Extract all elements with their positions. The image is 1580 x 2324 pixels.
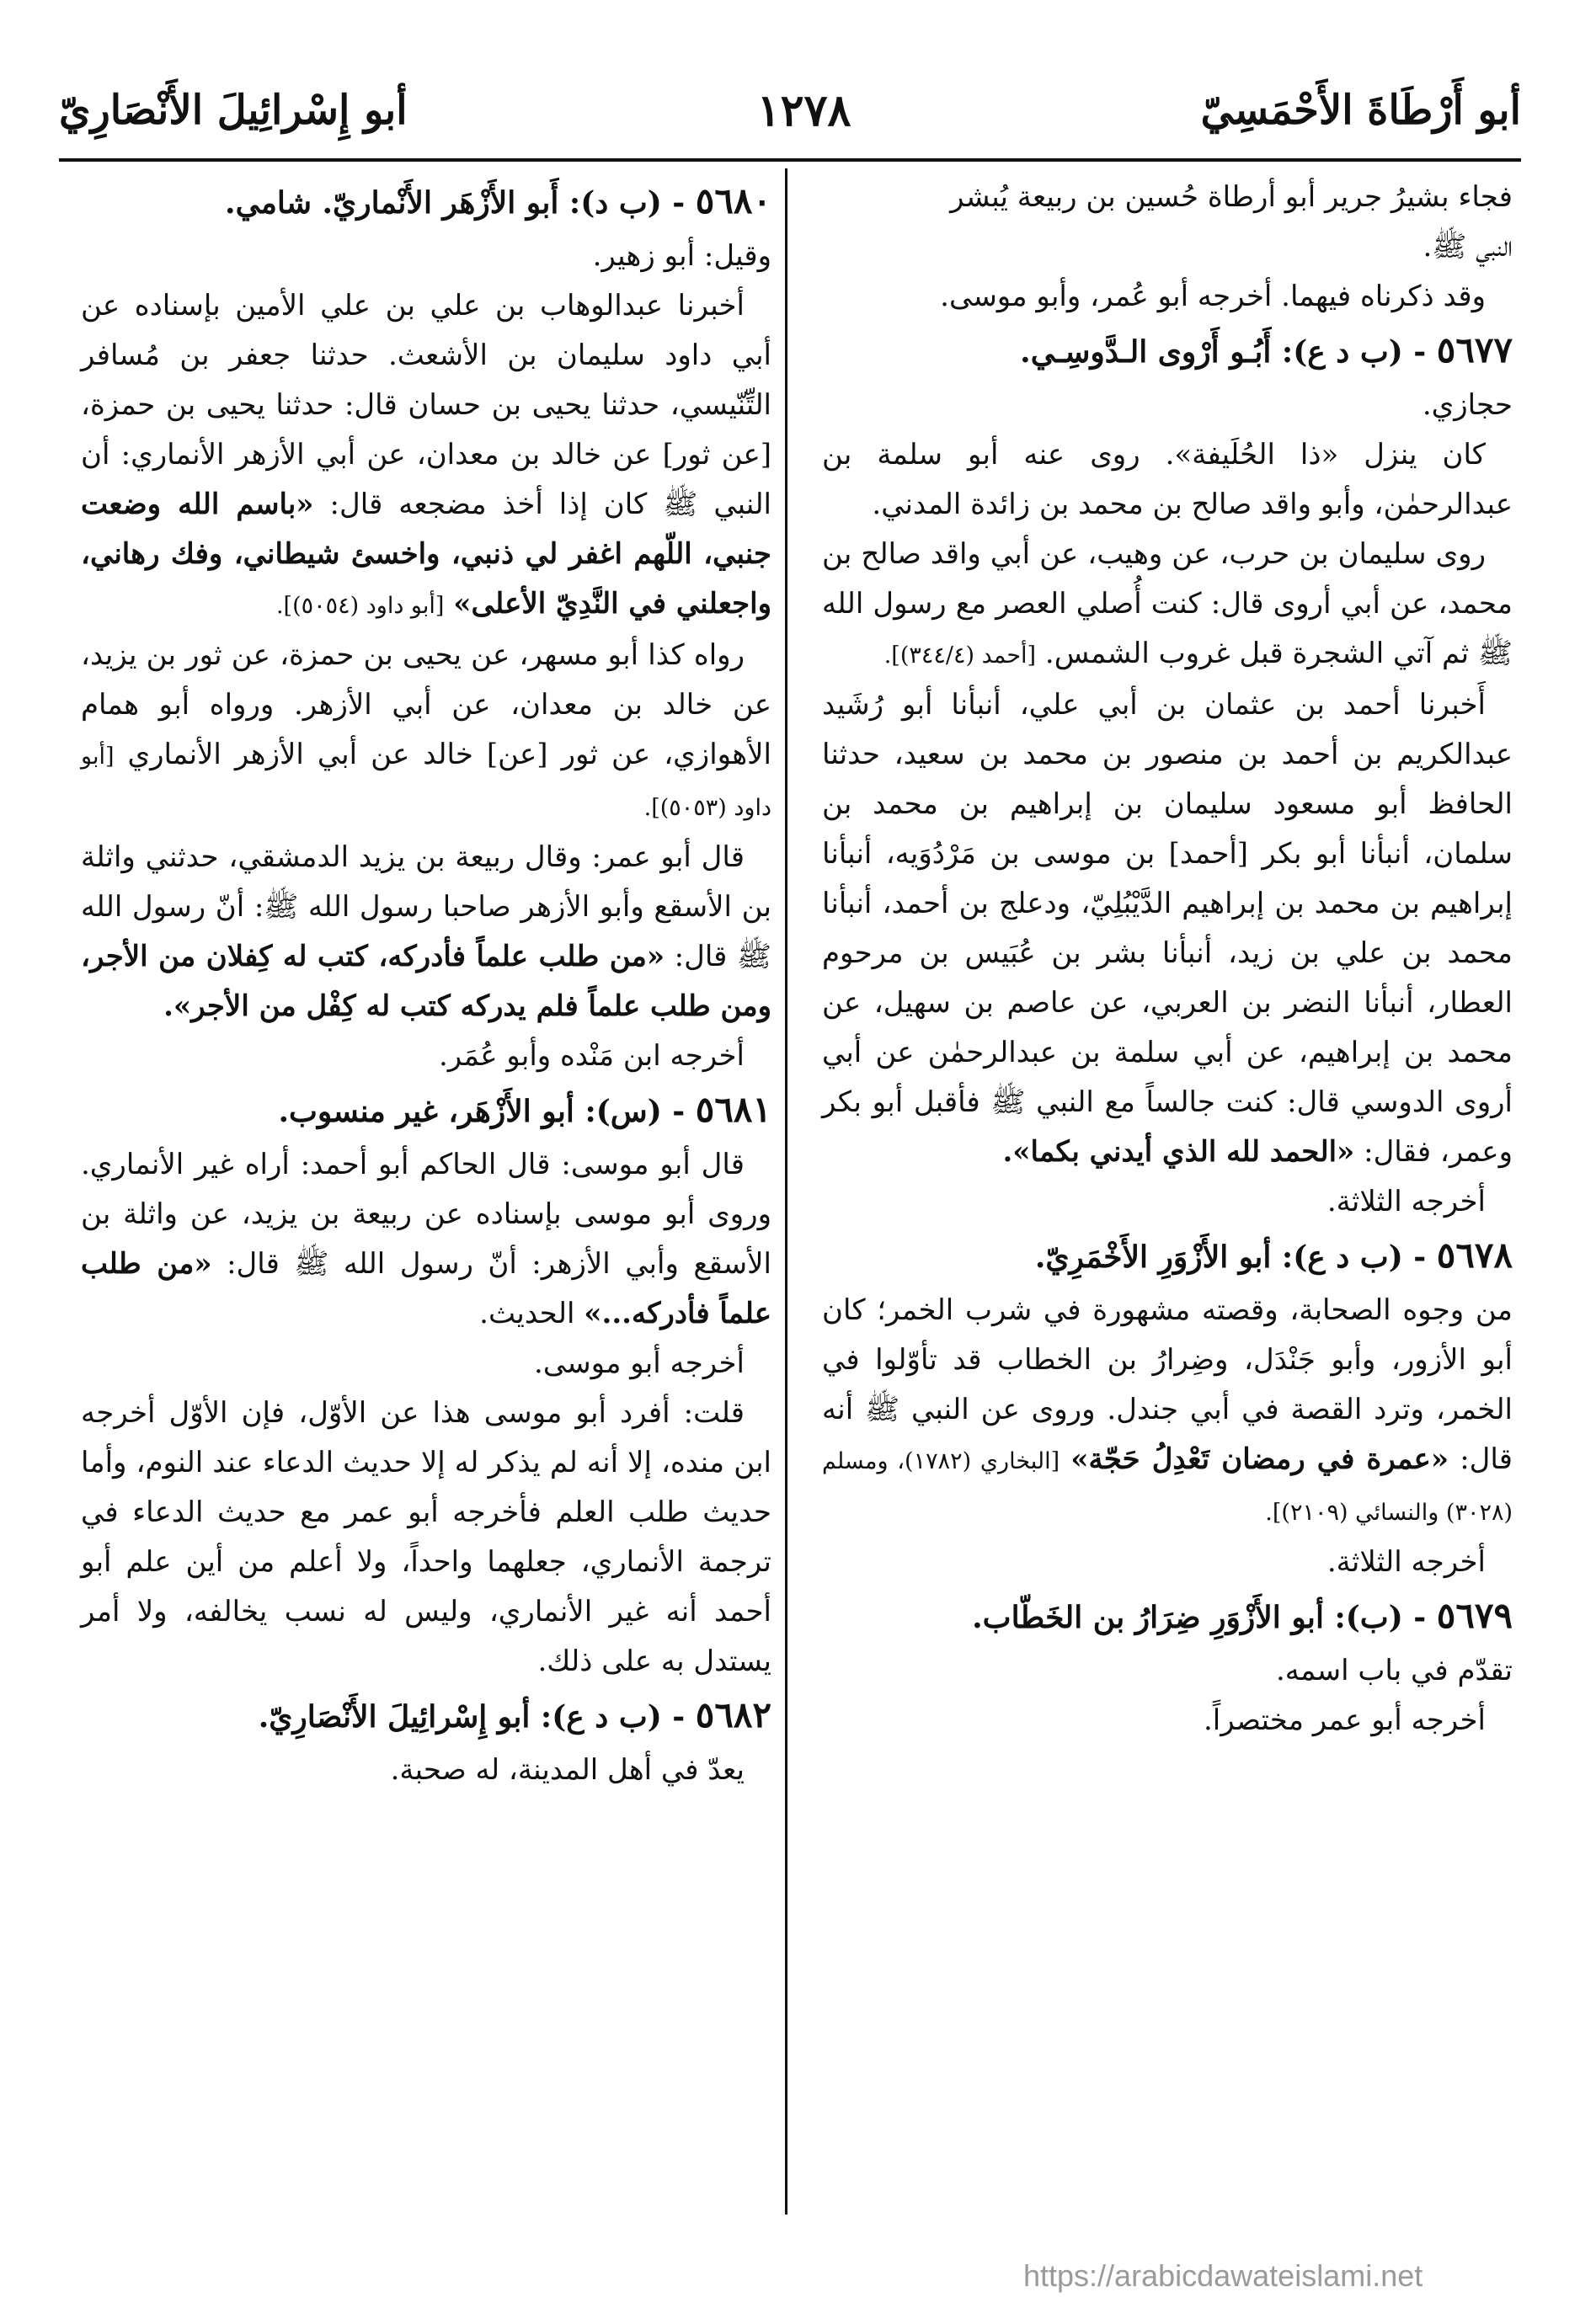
entry-text: حجازي. <box>1422 388 1513 422</box>
text-line: وقد ذكرناه فيهما. أخرجه أبو عُمر، وأبو موسى. <box>940 280 1486 313</box>
entry-text: يعدّ في أهل المدينة، له صحبة. <box>390 1753 745 1787</box>
left-column <box>81 173 771 1795</box>
entry-text: وقيل: أبو زهير. <box>592 239 771 273</box>
entry-heading-5678 <box>822 1230 1513 1282</box>
entry-text <box>822 680 1513 1177</box>
page-header <box>59 72 1521 148</box>
entry-text <box>81 1140 771 1339</box>
entry-text: كان ينزل «ذا الحُلَيفة». روى عنه أبو سلمة بن عبدالرحمٰن، وأبو واقد صالح بن محمد بن زائدة المدني. <box>822 438 1513 521</box>
entry-text: أخرجه الثلاثة. <box>1326 1185 1486 1218</box>
narration: قال أبو عمر: وقال ربيعة بن يزيد الدمشقي، حدثني واثلة بن الأسقع وأبو الأزهر صاحبا رسول الله ﷺ: أنّ رسول الله ﷺ قال: <box>81 840 771 973</box>
isnad: أَخبرنا أحمد بن عثمان بن أبي علي، أنبأنا أبو رُشَيد عبدالكريم بن أحمد بن منصور بن محمد بن سعيد، حدثنا الحافظ أبو مسعود سليمان بن إبراهيم بن محمد بن سلمان، أنبأنا أبو بكر [أحمد] بن موسى بن مَرْدُوَيه، أنبأنا إبراهيم بن محمد بن إبراهيم الدَّيْبُلِيّ، ودعلج بن أحمد، أنبأنا محمد بن علي بن زيد، أنبأنا بشر بن عُبَيس بن مرحوم العطار، أنبأنا النضر بن العربي، عن عاصم بن سهيل، عن محمد بن إبراهيم، عن أبي سلمة بن عبدالرحمٰن عن أبي أروى الدوسي قال: كنت جالساً مع النبي ﷺ فأقبل أبو بكر وعمر، فقال: <box>822 688 1513 1169</box>
right-column <box>822 173 1513 1746</box>
entry-text <box>81 281 771 631</box>
entry-text <box>81 631 771 833</box>
entry-text: أخرجه أبو عمر مختصراً. <box>1204 1703 1486 1737</box>
hadith-text: «باسم الله وضعت جنبي، اللّهم اغفر لي ذنبي، واخسئ شيطاني، وفك رهاني، واجعلني في النَّدِيّ الأعلى» <box>81 488 771 621</box>
entry-title: - (ب): أبو الأَزْوَرِ ضِرَارُ بن الخَطّاب. <box>972 1600 1427 1635</box>
entry-text: تقدّم في باب اسمه. <box>1275 1654 1513 1687</box>
citation: [أبو داود (٥٠٥٣)]. <box>81 744 771 821</box>
entry-text: أخرجه ابن مَنْده وأبو عُمَر. <box>438 1039 745 1073</box>
entry-title: - (ب د): أَبو الأَزْهَر الأَنْماريّ. شامي. <box>225 185 686 221</box>
running-head-left: أبو إِسْرائِيلَ الأَنْصَارِيّ <box>59 87 408 134</box>
header-rule <box>59 158 1521 162</box>
narration: قال أبو موسى: قال الحاكم أبو أحمد: أراه غير الأنماري. وروى أبو موسى بإسناده عن ربيعة بن يزيد، عن واثلة بن الأسقع وأبي الأزهر: أنّ رسول الله ﷺ قال: <box>81 1148 771 1281</box>
hadith-text: «عمرة في رمضان تَعْدِلُ حَجّة» <box>1070 1442 1449 1476</box>
entry-heading-5679 <box>822 1591 1513 1643</box>
entry-title: - (ب د ع): أبو إِسْرائِيلَ الأَنْصَارِيّ. <box>258 1699 686 1735</box>
watermark-url: https://arabicdawateislami.net <box>1023 2258 1423 2293</box>
entry-text <box>822 530 1513 680</box>
entry-title: - (ب د ع): أبو الأَزْوَرِ الأَخْمَرِيّ. <box>1034 1239 1427 1275</box>
narration: من وجوه الصحابة، وقصته مشهورة في شرب الخمر؛ كان أبو الأزور، وأبو جَنْدَل، وضِرارُ بن الخطاب قد تأوّلوا في الخمر، وترد القصة في أبي جندل. وروى عن النبي ﷺ أنه قال: <box>822 1293 1513 1476</box>
citation: [أحمد (٣٤٤/٤)]. <box>883 642 1037 669</box>
column-divider <box>785 168 787 2215</box>
narration: رواه كذا أبو مسهر، عن يحيى بن حمزة، عن ثور بن يزيد، عن خالد بن معدان، عن أبي الأزهر. ورواه أبو همام الأهوازي، عن ثور [عن] خالد عن أبي الأزهر الأنماري <box>81 638 771 771</box>
entry-text: أخرجه الثلاثة. <box>1326 1545 1486 1579</box>
page-number: ١٢٧٨ <box>756 84 851 136</box>
entry-heading-5681 <box>81 1085 771 1137</box>
citation: [أبو داود (٥٠٥٤)]. <box>275 593 445 619</box>
running-head-right: أبو أَرْطَاةَ الأَحْمَسِيّ <box>1200 87 1521 134</box>
citation: [البخاري (١٧٨٢)، ومسلم (٣٠٢٨) والنسائي (٢١٠٩)]. <box>822 1448 1513 1526</box>
entry-number: ٥٦٨١ <box>695 1089 771 1130</box>
entry-text <box>81 833 771 1031</box>
hadith-text: «من طلب علماً فأدركه، كتب له كِفلان من الأجر، ومن طلب علماً فلم يدركه كتب له كِفْل من الأجر». <box>81 940 771 1023</box>
entry-text: قلت: أفرد أبو موسى هذا عن الأوّل، فإن الأوّل أخرجه ابن منده، إلا أنه لم يذكر له إلا حديث الدعاء عند النوم، وأما حديث طلب العلم فأخرجه أبو عمر مع حديث الدعاء في ترجمة الأنماري، جعلهما واحداً، ولا أعلم من أين علم أبو أحمد أنه غير الأنماري، وليس له نسب يخالفه، ولا أمر يستدل به على ذلك. <box>81 1396 771 1678</box>
entry-title: - (ب د ع): أَبُـو أَرْوى الـدَّوسِـي. <box>1020 334 1427 370</box>
entry-number: ٥٦٧٧ <box>1436 329 1513 370</box>
entry-heading-5682 <box>81 1690 771 1742</box>
isnad: أخبرنا عبدالوهاب بن علي بن علي الأمين بإسناده عن أبي داود سليمان بن الأشعث. حدثنا جعفر بن مُسافر التِّنّيسي، حدثنا يحيى بن حسان قال: حدثنا يحيى بن حمزة، [عن ثور] عن خالد بن معدان، عن أبي الأزهر الأنماري: أن النبي ﷺ كان إذا أخذ مضجعه قال: <box>81 289 772 521</box>
entry-number: ٥٦٧٩ <box>1436 1595 1513 1636</box>
entry-text <box>822 1286 1513 1538</box>
entry-number: ٥٦٨٢ <box>695 1694 771 1735</box>
text-line: فجاء بشيرُ جرير أبو أرطاة حُسين بن ربيعة يُبشر <box>950 180 1513 214</box>
entry-text: أخرجه أبو موسى. <box>534 1346 745 1380</box>
entry-number: ٥٦٧٨ <box>1436 1234 1513 1276</box>
entry-title: - (س): أبو الأَزْهَر، غير منسوب. <box>278 1094 686 1129</box>
narration-tail: الحديث. <box>479 1297 575 1330</box>
entry-number: ٥٦٨٠ <box>695 180 771 221</box>
hadith-text: «الحمد لله الذي أيدني بكما». <box>1002 1135 1355 1169</box>
narration: روى سليمان بن حرب، عن وهيب، عن أبي واقد صالح بن محمد، عن أبي أروى قال: كنت أُصلي العصر مع رسول الله ﷺ ثم آتي الشجرة قبل غروب الشمس. <box>822 537 1513 670</box>
entry-heading-5677 <box>822 325 1513 377</box>
text-line: النبي ﷺ. <box>1423 230 1513 264</box>
entry-heading-5680 <box>81 176 771 228</box>
hadith-text: «من طلب علماً فأدركه...» <box>81 1247 771 1330</box>
